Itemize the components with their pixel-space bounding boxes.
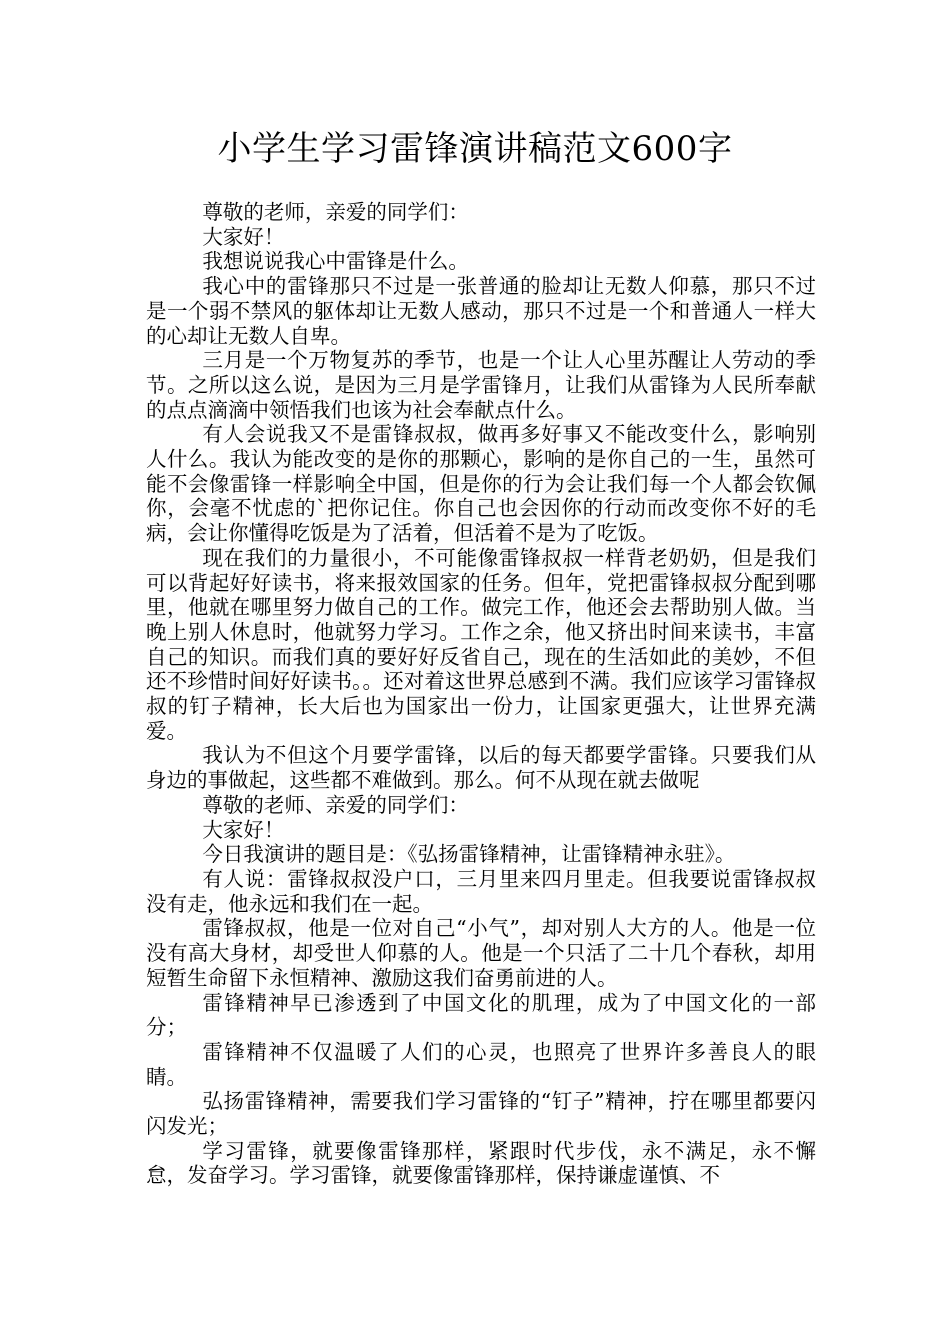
paragraph: 雷锋叔叔，他是一位对自己“小气”，却对别人大方的人。他是一位没有高大身材，却受世人仰慕的人。他是一个只活了二十几个春秋，却用短暂生命留下永恒精神、激励这我们奋勇前进的人。 — [146, 916, 816, 990]
paragraph: 雷锋精神早已渗透到了中国文化的肌理，成为了中国文化的一部分； — [146, 990, 816, 1040]
paragraph: 现在我们的力量很小，不可能像雷锋叔叔一样背老奶奶，但是我们可以背起好好读书，将来报效国家的任务。但年，党把雷锋叔叔分配到哪里，他就在哪里努力做自己的工作。做完工作，他还会去帮助别人做。当晚上别人休息时，他就努力学习。工作之余，他又挤出时间来读书，丰富自己的知识。而我们真的要好好反省自己，现在的生活如此的美妙，不但还不珍惜时间好好读书。。还对着这世界总感到不满。我们应该学习雷锋叔叔的钉子精神，长大后也为国家出一份力，让国家更强大，让世界充满爱。 — [146, 545, 816, 743]
paragraph: 三月是一个万物复苏的季节，也是一个让人心里苏醒让人劳动的季节。之所以这么说，是因为三月是学雷锋月，让我们从雷锋为人民所奉献的点点滴滴中领悟我们也该为社会奉献点什么。 — [146, 348, 816, 422]
paragraph: 我认为不但这个月要学雷锋，以后的每天都要学雷锋。只要我们从身边的事做起，这些都不难做到。那么。何不从现在就去做呢 — [146, 743, 816, 793]
paragraph-salutation: 尊敬的老师，亲爱的同学们： — [202, 200, 469, 224]
paragraph-greeting: 大家好！ — [202, 224, 285, 249]
document-body — [146, 200, 816, 1188]
paragraph: 学习雷锋，就要像雷锋那样，紧跟时代步伐，永不满足，永不懈怠，发奋学习。学习雷锋，就要像雷锋那样，保持谦虚谨慎、不 — [146, 1138, 816, 1188]
paragraph-salutation: 尊敬的老师、亲爱的同学们： — [202, 792, 469, 817]
paragraph: 今日我演讲的题目是：《弘扬雷锋精神，让雷锋精神永驻》。 — [202, 842, 736, 867]
paragraph-greeting: 大家好！ — [202, 817, 285, 842]
paragraph: 有人会说我又不是雷锋叔叔，做再多好事又不能改变什么，影响别人什么。我认为能改变的是你的那颗心，影响的是你自己的一生，虽然可能不会像雷锋一样影响全中国，但是你的行为会让我们每一个人都会钦佩你，会毫不忧虑的`把你记住。你自己也会因你的行动而改变你不好的毛病，会让你懂得吃饭是为了活着，但活着不是为了吃饭。 — [146, 422, 816, 546]
paragraph: 雷锋精神不仅温暖了人们的心灵，也照亮了世界许多善良人的眼睛。 — [146, 1039, 816, 1089]
paragraph: 我想说说我心中雷锋是什么。 — [202, 249, 469, 274]
paragraph: 有人说：雷锋叔叔没户口，三月里来四月里走。但我要说雷锋叔叔没有走，他永远和我们在一起。 — [146, 866, 816, 916]
paragraph: 我心中的雷锋那只不过是一张普通的脸却让无数人仰慕，那只不过是一个弱不禁风的躯体却让无数人感动，那只不过是一个和普通人一样大的心却让无数人自卑。 — [146, 274, 816, 348]
document-title: 小学生学习雷锋演讲稿范文600字 — [217, 129, 733, 169]
paragraph: 弘扬雷锋精神，需要我们学习雷锋的“钉子”精神，拧在哪里都要闪闪发光； — [146, 1089, 816, 1139]
